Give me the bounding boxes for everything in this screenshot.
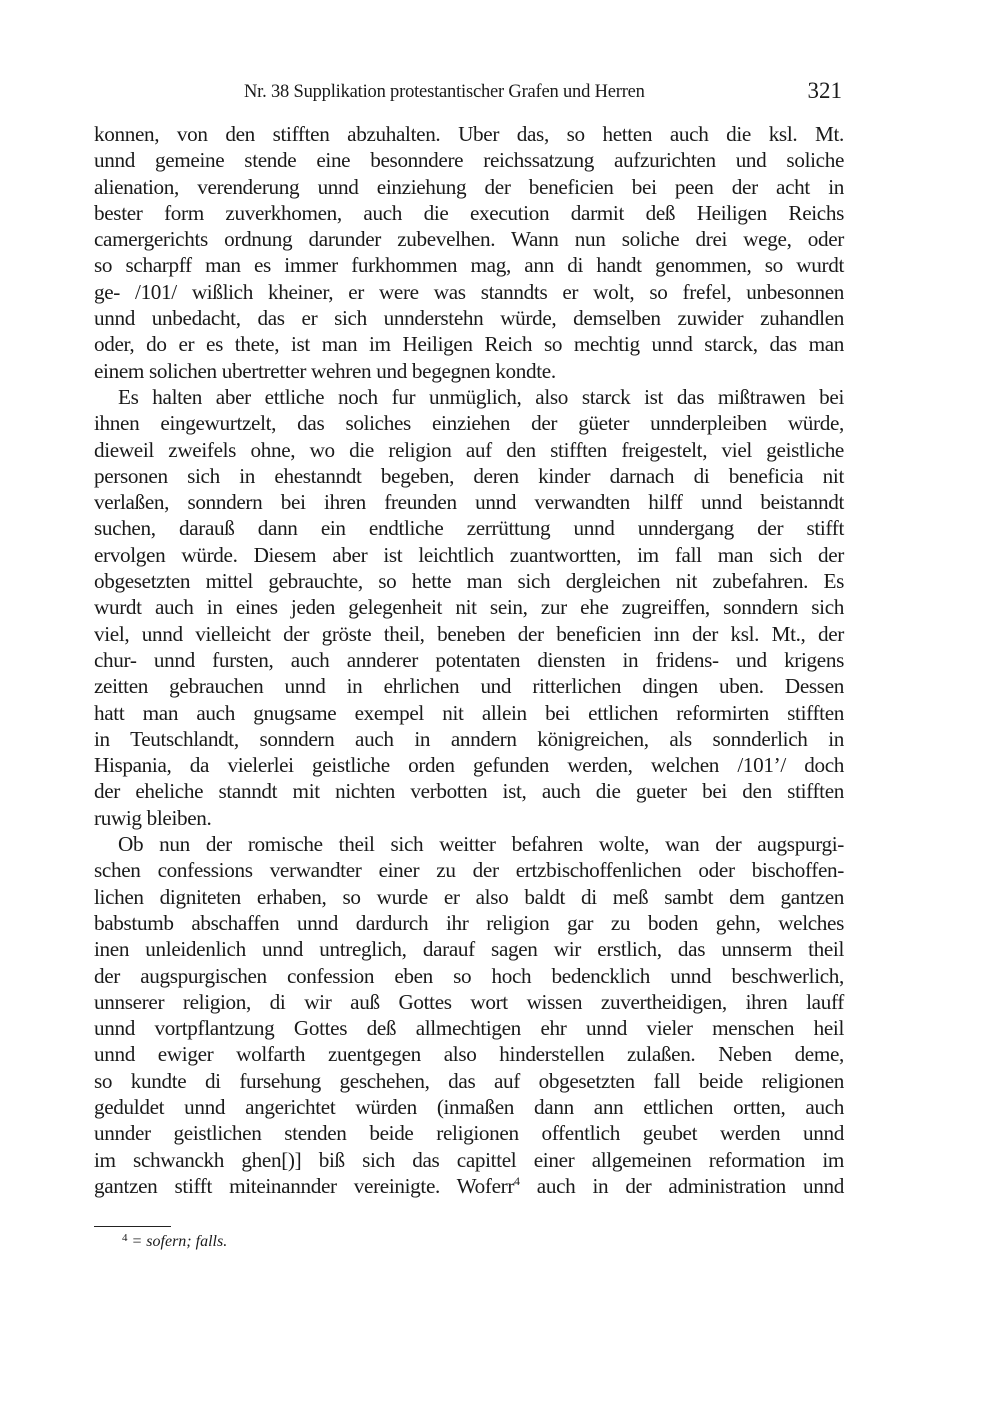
text-line: wurdt auch in eines jeden gelegenheit nit sein, zur ehe zugreiffen, sonndern sich [94,595,844,620]
text-line: ihnen eingewurtzelt, das soliches einziehen der güeter unnderpleiben würde, [94,411,844,436]
text-line: unnd vortpflantzung Gottes deß allmechtigen ehr unnd vieler menschen heil [94,1016,844,1041]
text-line: unnder geistlichen stenden beide religionen offentlich geubet werden unnd [94,1121,844,1146]
text-line: der augspurgischen confession eben so hoch bedencklich unnd beschwerlich, [94,963,844,988]
text-line: oder, do er es thete, ist man im Heiligen Reich so mechtig unnd starck, das man [94,332,844,357]
text-line: obgesetzten mittel gebrauchte, so hette man sich dergleichen nit zubefahren. Es [94,569,844,594]
text-line: lichen digniteten erhaben, so wurde er also baldt di meß sambt dem gantzen [94,884,844,909]
text-line: einem solichen ubertretter wehren und begegnen kondte. [94,358,556,383]
text-line: unnserer religion, di wir auß Gottes wort wissen zuvertheidigen, ihren lauff [94,989,844,1014]
text-line: Hispania, da vielerlei geistliche orden gefunden werden, welchen /101’/ doch [94,753,844,778]
text-fragment: auch in der administration unnd [519,1173,844,1198]
footnote-divider [94,1226,171,1227]
text-line: der eheliche stanndt mit nichten verbotten ist, auch die gueter bei den stifften [94,779,844,804]
text-line: geduldet unnd angerichtet würden (inmaßen dann ann ettlichen ortten, auch [94,1094,844,1119]
body-text [94,121,844,1199]
paragraph-3 [94,831,844,1199]
text-line: viel, unnd vielleicht der gröste theil, beneben der beneficien inn der ksl. Mt., der [94,621,844,646]
text-line: schen confessions verwandter einer zu der ertzbischoffenlichen oder bischoffen- [94,858,844,883]
text-line: Ob nun der romische theil sich weitter befahren wolte, wan der augspurgi- [118,832,844,857]
text-line: alienation, verenderung unnd einziehung der beneficien bei peen der acht in [94,174,844,199]
text-line: unnd ewiger wolfarth zuentgegen also hinderstellen zulaßen. Neben deme, [94,1042,844,1067]
text-line: so scharpff man es immer furkhommen mag, ann di handt genommen, so wurdt [94,253,844,278]
text-line-with-note [94,1173,844,1199]
text-line: ruwig bleiben. [94,805,212,830]
text-line: babstumb abschaffen unnd dardurch ihr religion gar zu boden gehn, welches [94,910,844,935]
text-line: camergerichts ordnung darunder zubevelhen. Wann nun soliche drei wege, oder [94,227,844,252]
text-line: chur- unnd fursten, auch annderer potentaten diensten in fridens- und krigens [94,647,844,672]
footnote-reference[interactable]: 4 [514,1173,520,1188]
paragraph-1 [94,121,844,384]
text-line: zeitten gebrauchen unnd in ehrlichen und ritterlichen dingen uben. Dessen [94,674,844,699]
footnote-4 [122,1232,227,1251]
text-fragment: gantzen stifft miteinannder vereinigte. Woferr [94,1173,515,1198]
text-line: inen unleidenlich unnd untreglich, darauf sagen wir erstlich, das unnserm theil [94,937,844,962]
page-number: 321 [807,78,842,103]
text-line: unnd unbedacht, das er sich unnderstehn würde, demselben zuwider zuhandlen [94,306,844,331]
text-line: konnen, von den stifften abzuhalten. Uber das, so hetten auch die ksl. Mt. [94,122,844,146]
text-line: dieweil zweifels ohne, wo die religion auf den stifften freigestelt, viel geistliche [94,437,844,462]
running-header [94,80,846,108]
text-line: verlaßen, sonndern bei ihren freunden unnd verwandten hilff unnd beistanndt [94,490,844,515]
text-line: in Teutschlandt, sonndern auch in anndern königreichen, als sonnderlich in [94,726,844,751]
running-title: Nr. 38 Supplikation protestantischer Grafen und Herren [244,82,645,102]
text-line: ervolgen würde. Diesem aber ist leichtlich zuantwortten, im fall man sich der [94,542,844,567]
text-line: hatt man auch gnugsame exempel nit allein bei ettlichen reformirten stifften [94,700,844,725]
text-line: im schwanckh ghen[)] biß sich das capittel einer allgemeinen reformation im [94,1147,844,1172]
text-line: so kundte di fursehung geschehen, das auf obgesetzten fall beide religionen [94,1068,844,1093]
text-line: suchen, darauß dann ein endtliche zerrüttung unnd unndergang der stifft [94,516,844,541]
text-line: personen sich in ehestanndt begeben, deren kinder darnach di beneficia nit [94,463,844,488]
footnote-text: = sofern; falls. [131,1233,228,1250]
text-line: ge- /101/ wißlich kheiner, er were was stanndts er wolt, so frefel, unbesonnen [94,279,844,304]
text-line: bester form zuverkhomen, auch die execution darmit deß Heiligen Reichs [94,200,844,225]
text-line: unnd gemeine stende eine besonndere reichssatzung aufzurichten und soliche [94,148,844,173]
paragraph-2 [94,384,844,831]
footnote-mark: 4 [122,1232,128,1244]
text-line: Es halten aber ettliche noch fur unmüglich, also starck ist das mißtrawen bei [118,384,844,409]
